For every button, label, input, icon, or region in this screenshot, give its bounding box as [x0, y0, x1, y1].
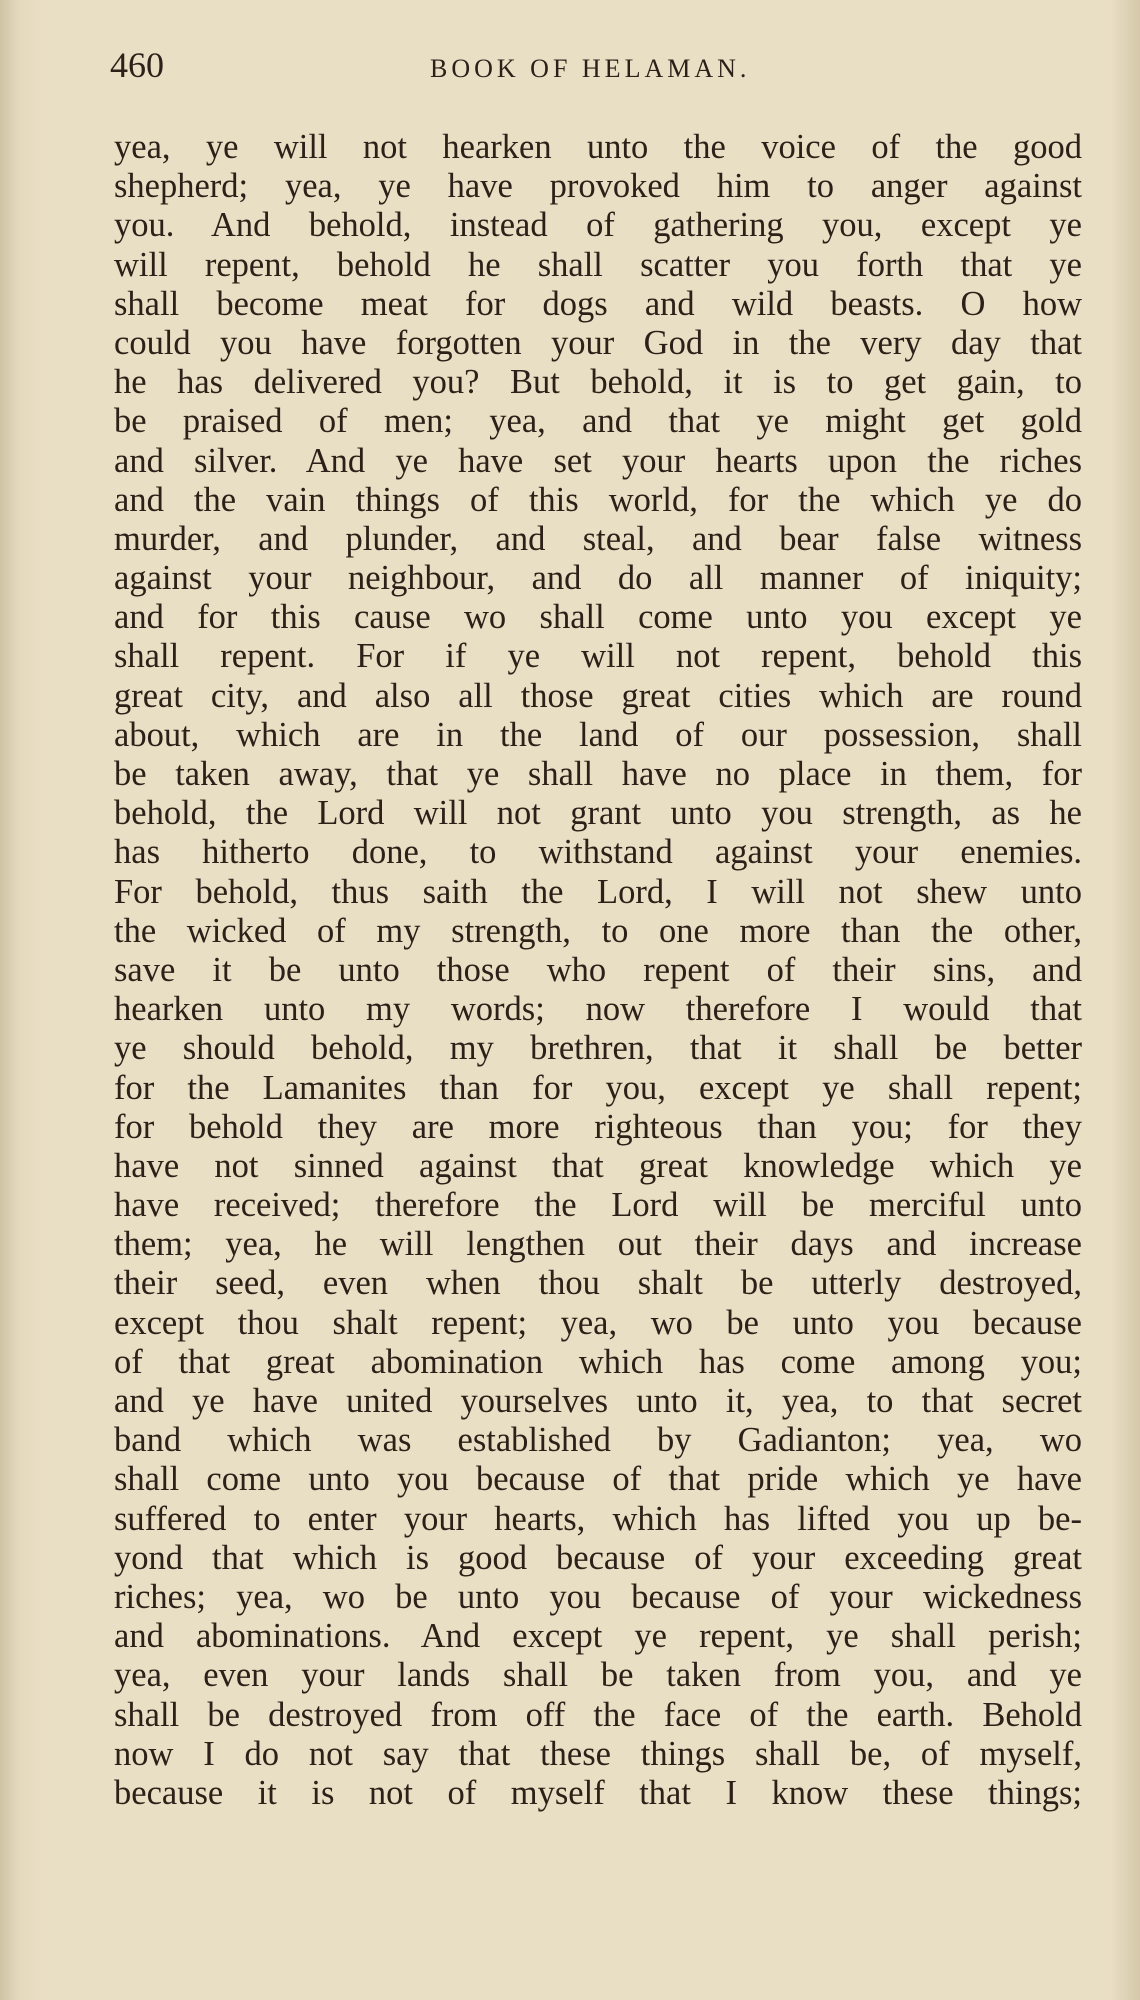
- text-line: now I do not say that these things shall be, of myself,: [114, 1734, 1082, 1773]
- running-head: BOOK OF HELAMAN.: [430, 54, 751, 83]
- text-line: their seed, even when thou shalt be utterly destroyed,: [114, 1264, 1082, 1303]
- text-line: hearken unto my words; now therefore I would that: [114, 990, 1082, 1029]
- text-line: be taken away, that ye shall have no place in them, for: [114, 755, 1082, 793]
- text-line: suffered to enter your hearts, which has lifted you up be-: [114, 1499, 1082, 1538]
- text-line: and the vain things of this world, for the which ye do: [114, 480, 1082, 519]
- text-line: and for this cause wo shall come unto you except ye: [114, 598, 1082, 637]
- page-header: [110, 44, 1080, 94]
- text-line: shall become meat for dogs and wild beasts. O how: [114, 284, 1082, 323]
- page-number: 460: [110, 45, 164, 85]
- text-line: and abominations. And except ye repent, ye shall perish;: [114, 1617, 1082, 1656]
- text-line: for the Lamanites than for you, except ye shall repent;: [114, 1068, 1082, 1107]
- text-line: save it be unto those who repent of their sins, and: [114, 950, 1082, 989]
- text-line: and ye have united yourselves unto it, yea, to that secret: [114, 1382, 1082, 1420]
- text-line: yea, even your lands shall be taken from you, and ye: [114, 1656, 1082, 1695]
- text-line: ye should behold, my brethren, that it shall be better: [114, 1029, 1082, 1068]
- text-line: have received; therefore the Lord will be merciful unto: [114, 1186, 1082, 1225]
- text-line: the wicked of my strength, to one more than the other,: [114, 911, 1082, 950]
- text-line: has hitherto done, to withstand against your enemies.: [114, 833, 1082, 872]
- text-line: about, which are in the land of our possession, shall: [114, 715, 1082, 754]
- text-line: he has delivered you? But behold, it is to get gain, to: [114, 363, 1082, 402]
- text-line: shall repent. For if ye will not repent, behold this: [114, 637, 1082, 676]
- text-line: band which was established by Gadianton; yea, wo: [114, 1421, 1082, 1460]
- text-line: them; yea, he will lengthen out their days and increase: [114, 1225, 1082, 1264]
- text-line: because it is not of myself that I know these things;: [114, 1773, 1082, 1812]
- text-line: For behold, thus saith the Lord, I will not shew unto: [114, 872, 1082, 911]
- text-line: for behold they are more righteous than you; for they: [114, 1107, 1082, 1146]
- text-line: murder, and plunder, and steal, and bear false witness: [114, 519, 1082, 558]
- text-line: shall come unto you because of that pride which ye have: [114, 1460, 1082, 1499]
- text-line: will repent, behold he shall scatter you forth that ye: [114, 245, 1082, 284]
- text-line: you. And behold, instead of gathering you, except ye: [114, 206, 1082, 245]
- text-line: yond that which is good because of your exceeding great: [114, 1538, 1082, 1577]
- text-line: be praised of men; yea, and that ye might get gold: [114, 402, 1082, 441]
- text-line: against your neighbour, and do all manner of iniquity;: [114, 559, 1082, 598]
- text-line: could you have forgotten your God in the very day that: [114, 323, 1082, 362]
- text-line: have not sinned against that great knowledge which ye: [114, 1146, 1082, 1185]
- text-line: except thou shalt repent; yea, wo be unto you because: [114, 1303, 1082, 1342]
- text-line: great city, and also all those great cities which are round: [114, 676, 1082, 715]
- body-text: [114, 128, 1082, 1813]
- text-line: and silver. And ye have set your hearts upon the riches: [114, 441, 1082, 480]
- text-line: of that great abomination which has come among you;: [114, 1342, 1082, 1381]
- text-line: yea, ye will not hearken unto the voice of the good: [114, 128, 1082, 166]
- text-line: behold, the Lord will not grant unto you strength, as he: [114, 794, 1082, 833]
- text-line: shall be destroyed from off the face of the earth. Behold: [114, 1695, 1082, 1734]
- text-line: shepherd; yea, ye have provoked him to anger against: [114, 167, 1082, 206]
- text-line: riches; yea, wo be unto you because of your wickedness: [114, 1577, 1082, 1616]
